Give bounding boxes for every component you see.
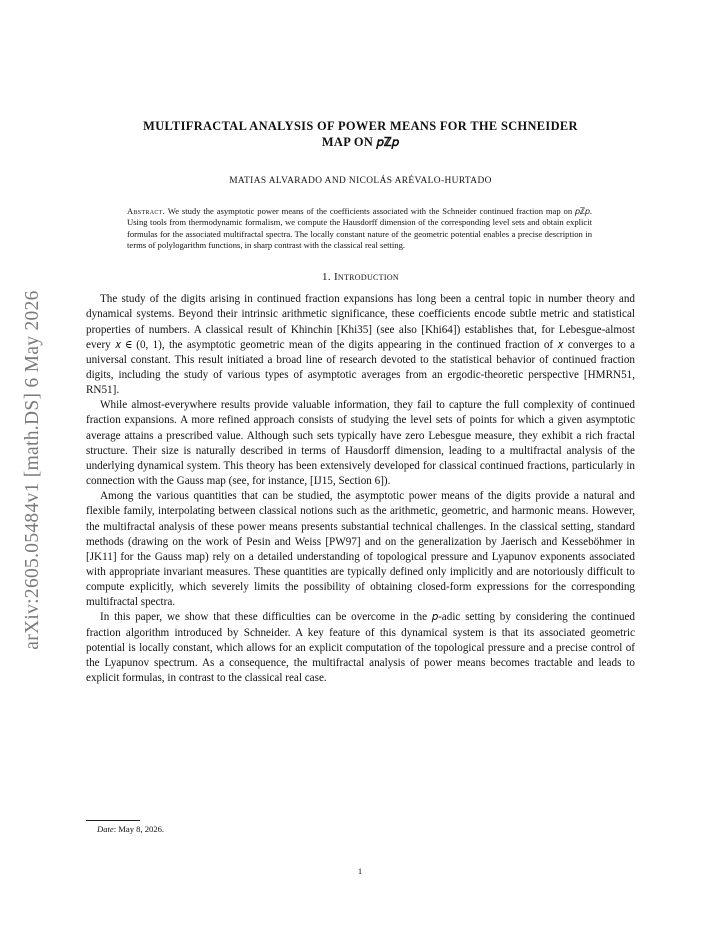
author-list: MATIAS ALVARADO AND NICOLÁS ARÉVALO-HURTADO <box>229 176 492 186</box>
paper-title <box>86 118 635 150</box>
abstract <box>127 206 592 251</box>
abstract-text: We study the asymptotic power means of the coefficients associated with the Schneider continued fraction map on 𝑝ℤ𝑝. Using tools from thermodynamic formalism, we compute the Hausdorff dimension of the corresponding level sets and obtain explicit formulas for the associated multifractal spectra. The locally constant nature of the geometric potential enables a precise description in terms of polylogarithm functions, in sharp contrast with the classical real setting. <box>127 206 592 250</box>
footnote-label: Date <box>97 824 114 834</box>
section-heading <box>86 271 635 283</box>
page-number: 1 <box>357 866 363 876</box>
section-name: Introduction <box>333 271 399 284</box>
footnote-value: : May 8, 2026. <box>113 824 165 834</box>
footnote-date <box>97 824 164 834</box>
body-paragraph-3: Among the various quantities that can be studied, the asymptotic power means of the digits provide a natural and flexible family, interpolating between classical notions such as the arithmetic, geometric, and harmonic means. However, the multifractal analysis of these power means presents substantial technical challenges. In the classical setting, standard methods (drawing on the work of Pesin and Weiss [PW97] and on the generalization by Jaerisch and Kesseböhmer in [JK11] for the Gauss map) rely on a detailed understanding of topological pressure and Lyapunov exponents associated with appropriate invariant measures. These quantities are typically defined only implicitly and are notoriously difficult to compute explicitly, which severely limits the possibility of obtaining closed-form expressions for the corresponding multifractal spectra. <box>86 490 635 609</box>
arxiv-identifier: arXiv:2605.05484v1 [math.DS] 6 May 2026 <box>22 290 43 650</box>
body-paragraph-2: While almost-everywhere results provide valuable information, they fail to capture the full complexity of continued fraction expansions. A more refined approach consists of studying the level sets of points for which a given asymptotic average attains a prescribed value. Although such sets typically have zero Lebesgue measure, they exhibit a rich fractal structure. Their size is naturally described in terms of Hausdorff dimension, leading to a multifractal analysis of the underlying dynamical system. This theory has been extensively developed for classical continued fractions, particularly in connection with the Gauss map (see, for instance, [IJ15, Section 6]). <box>86 399 635 488</box>
paper-page <box>86 118 635 686</box>
title-line-1: MULTIFRACTAL ANALYSIS OF POWER MEANS FOR THE SCHNEIDER <box>143 119 578 133</box>
section-number: 1. <box>322 271 331 284</box>
abstract-label: Abstract. <box>127 206 166 216</box>
body-paragraph-1: The study of the digits arising in continued fraction expansions has long been a central topic in number theory and dynamical systems. Beyond their intrinsic arithmetic significance, these coefficients encode subtle metric and statistical properties of numbers. A classical result of Khinchin [Khi35] (see also [Khi64]) establishes that, for Lebesgue-almost every 𝑥 ∈ (0, 1), the asymptotic geometric mean of the digits appearing in the continued fraction of 𝑥 converges to a universal constant. This result initiated a broad line of research devoted to the statistical behavior of continued fraction digits, including the study of various types of asymptotic averages from an ergodic-theoretic perspective [HMRN51, RN51]. <box>86 293 635 397</box>
footnote-rule <box>86 820 140 821</box>
body-paragraph-4: In this paper, we show that these difficulties can be overcome in the 𝑝-adic setting by considering the continued fraction algorithm introduced by Schneider. A key feature of this dynamical system is that its associated geometric potential is locally constant, which allows for an explicit computation of the topological pressure and a precise control of the Lyapunov spectrum. As a consequence, the multifractal analysis of power means becomes tractable and leads to explicit formulas, in contrast to the classical real case. <box>86 611 635 685</box>
title-line-2: MAP ON 𝑝ℤ𝑝 <box>321 135 400 149</box>
